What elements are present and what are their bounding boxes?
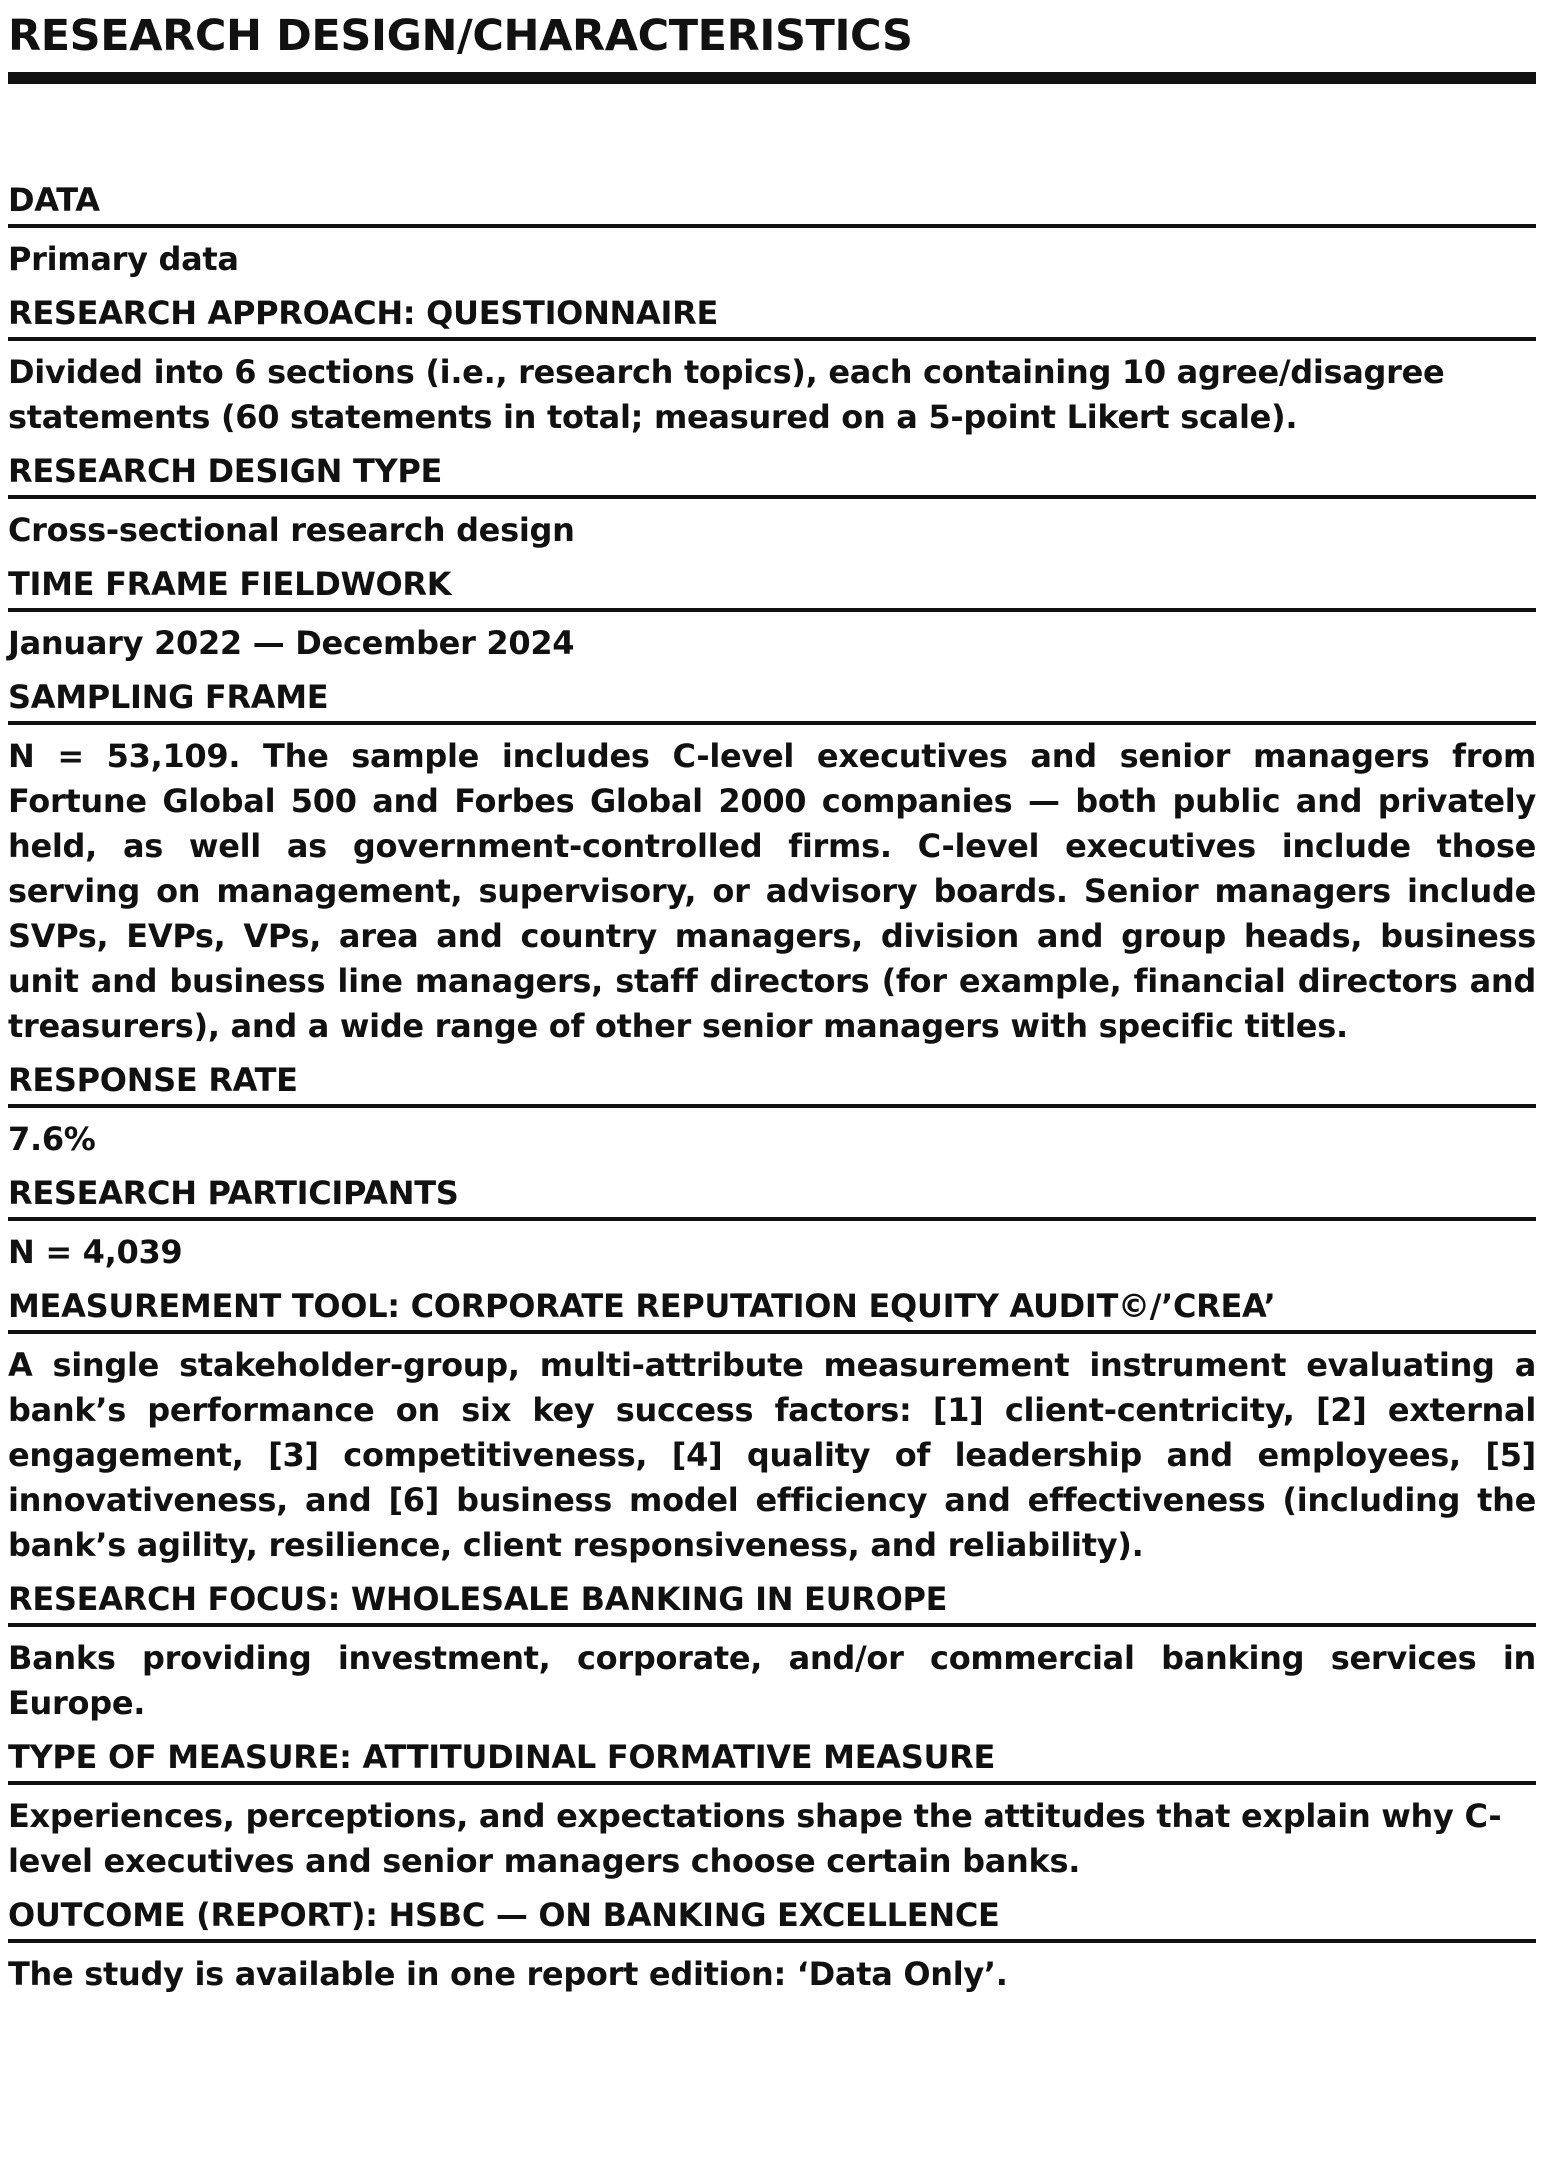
- heading-divider: [8, 224, 1536, 228]
- heading-divider: [8, 608, 1536, 612]
- section-response-rate: [8, 1049, 1536, 1162]
- heading-divider: [8, 721, 1536, 725]
- section-research-design-type: [8, 440, 1536, 553]
- section-heading: RESEARCH PARTICIPANTS: [8, 1174, 459, 1212]
- title-divider: [8, 72, 1536, 84]
- section-body: Divided into 6 sections (i.e., research topics), each containing 10 agree/disagree statements (60 statements in total; measured on a 5-point Likert scale).: [8, 353, 1445, 436]
- section-research-participants: [8, 1162, 1536, 1275]
- section-heading: RESEARCH FOCUS: WHOLESALE BANKING IN EUROPE: [8, 1580, 948, 1618]
- document-title: RESEARCH DESIGN/CHARACTERISTICS: [8, 11, 913, 61]
- section-body: 7.6%: [8, 1120, 96, 1158]
- section-research-focus: [8, 1568, 1536, 1726]
- section-heading: SAMPLING FRAME: [8, 678, 329, 716]
- heading-divider: [8, 337, 1536, 341]
- section-sampling-frame: [8, 666, 1536, 1049]
- section-heading: RESEARCH DESIGN TYPE: [8, 452, 443, 490]
- heading-divider: [8, 1781, 1536, 1785]
- section-heading: RESPONSE RATE: [8, 1061, 298, 1099]
- section-heading: DATA: [8, 181, 100, 219]
- heading-divider: [8, 1330, 1536, 1334]
- section-outcome-report: [8, 1884, 1536, 1997]
- section-measurement-tool: [8, 1275, 1536, 1568]
- heading-divider: [8, 1217, 1536, 1221]
- heading-divider: [8, 495, 1536, 499]
- section-type-of-measure: [8, 1726, 1536, 1884]
- heading-divider: [8, 1939, 1536, 1943]
- section-heading: MEASUREMENT TOOL: CORPORATE REPUTATION EQUITY AUDIT©/’CREA’: [8, 1287, 1276, 1325]
- section-body: N = 4,039: [8, 1233, 183, 1271]
- heading-divider: [8, 1623, 1536, 1627]
- section-heading: OUTCOME (REPORT): HSBC — ON BANKING EXCELLENCE: [8, 1896, 1000, 1934]
- section-body: Cross-sectional research design: [8, 511, 575, 549]
- section-time-frame: [8, 553, 1536, 666]
- heading-divider: [8, 1104, 1536, 1108]
- section-body: January 2022 — December 2024: [8, 624, 575, 662]
- document-page: [8, 0, 1536, 1997]
- section-body: Primary data: [8, 240, 239, 278]
- section-body: N = 53,109. The sample includes C-level executives and senior managers from Fortune Global 500 and Forbes Global 2000 companies — both public and privately held, as well as government-controlled firms. C-level executives include those serving on management, supervisory, or advisory boards. Senior managers include SVPs, EVPs, VPs, area and country managers, division and group heads, business unit and business line managers, staff directors (for example, financial directors and treasurers), and a wide range of other senior managers with specific titles.: [8, 737, 1536, 1045]
- section-body: A single stakeholder-group, multi-attribute measurement instrument evaluating a bank’s performance on six key success factors: [1] client-centricity, [2] external engagement, [3] competitiveness, [4] quality of leadership and employees, [5] innovativeness, and [6] business model efficiency and effectiveness (including the bank’s agility, resilience, client responsiveness, and reliability).: [8, 1346, 1536, 1564]
- section-heading: TYPE OF MEASURE: ATTITUDINAL FORMATIVE MEASURE: [8, 1738, 996, 1776]
- section-body: Banks providing investment, corporate, and/or commercial banking services in Europe.: [8, 1639, 1536, 1722]
- section-research-approach: [8, 282, 1536, 440]
- section-heading: RESEARCH APPROACH: QUESTIONNAIRE: [8, 294, 719, 332]
- section-body: The study is available in one report edition: ‘Data Only’.: [8, 1955, 1008, 1993]
- section-data: [8, 169, 1536, 282]
- section-heading: TIME FRAME FIELDWORK: [8, 565, 452, 603]
- section-body: Experiences, perceptions, and expectations shape the attitudes that explain why C-level executives and senior managers choose certain banks.: [8, 1797, 1502, 1880]
